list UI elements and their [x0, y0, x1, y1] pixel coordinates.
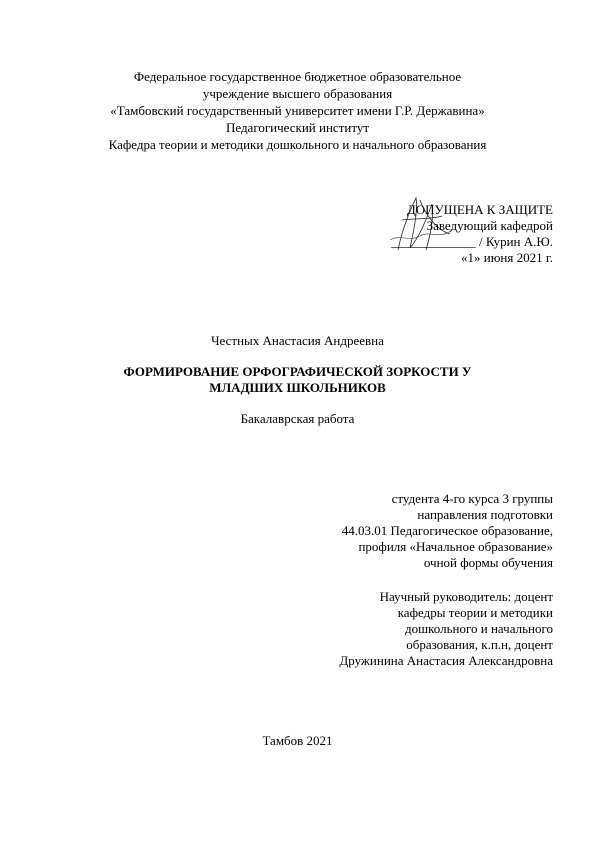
supervisor-department-2: дошкольного и начального [405, 621, 553, 636]
approval-admitted-label: ДОПУЩЕНА К ЗАЩИТЕ [406, 202, 553, 217]
student-profile: профиля «Начальное образование» [358, 539, 553, 554]
thesis-title-line1: ФОРМИРОВАНИЕ ОРФОГРАФИЧЕСКОЙ ЗОРКОСТИ У [123, 364, 472, 379]
approval-head-of-department: Заведующий кафедрой [426, 218, 553, 233]
header-line-institution-type: учреждение высшего образования [202, 86, 393, 101]
student-study-form: очной формы обучения [423, 555, 553, 570]
supervisor-name: Дружинина Анастасия Александровна [339, 653, 553, 668]
student-direction-code: 44.03.01 Педагогическое образование, [341, 523, 553, 538]
header-line-ministry: Федеральное государственное бюджетное образовательное [133, 69, 462, 84]
approval-date: «1» июня 2021 г. [461, 250, 553, 265]
supervisor-degree: образования, к.п.н, доцент [406, 637, 553, 652]
city-year: Тамбов 2021 [262, 733, 333, 748]
thesis-title-line2: МЛАДШИХ ШКОЛЬНИКОВ [209, 380, 386, 395]
supervisor-title: Научный руководитель: доцент [379, 589, 553, 604]
supervisor-department-1: кафедры теории и методики [397, 605, 553, 620]
student-direction-label: направления подготовки [417, 507, 553, 522]
work-type: Бакалаврская работа [240, 411, 355, 426]
header-line-department: Кафедра теории и методики дошкольного и начального образования [108, 137, 487, 152]
header-line-institute: Педагогический институт [225, 120, 370, 135]
student-course-group: студента 4-го курса 3 группы [391, 491, 553, 506]
author-name: Честных Анастасия Андреевна [211, 333, 384, 348]
approval-signature-line: _____________ / Курин А.Ю. [391, 234, 553, 249]
header-line-university: «Тамбовский государственный университет имени Г.Р. Державина» [110, 103, 485, 118]
